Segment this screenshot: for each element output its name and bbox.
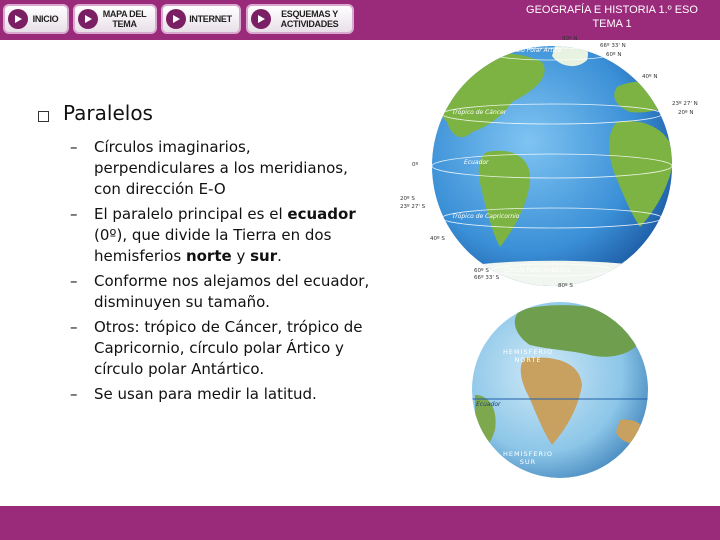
lat-label-66n: 66º 33' N — [600, 43, 626, 49]
nav-button-internet[interactable] — [161, 4, 241, 34]
list-item-text: Se usan para medir la latitud. — [94, 385, 317, 403]
bullet-square-icon — [38, 111, 49, 122]
list-item — [70, 317, 370, 380]
dash-marker: – — [70, 205, 78, 223]
dash-marker: – — [70, 138, 78, 156]
nav-button-mapa-del-tema[interactable] — [73, 4, 157, 34]
list-item-text: y — [231, 247, 251, 265]
nav-button-inicio[interactable] — [3, 4, 69, 34]
header-title — [512, 3, 712, 31]
bullet-list — [70, 137, 370, 409]
list-item-text: (0º), que divide la Tierra en dos hemisferios — [94, 226, 332, 265]
nav-label: MAPA DEL TEMA — [102, 9, 147, 29]
dash-marker: – — [70, 318, 78, 336]
list-item-text: Círculos imaginarios, perpendiculares a los meridianos, con dirección E-O — [94, 138, 348, 198]
globe-hemispheres-image — [470, 300, 650, 480]
play-arrow-icon — [8, 9, 28, 29]
dash-marker: – — [70, 272, 78, 290]
lat-label-20s: 20º S — [400, 196, 415, 202]
list-item-text: Otros: trópico de Cáncer, trópico de Capricornio, círculo polar Ártico y círculo polar Antártico. — [94, 318, 363, 378]
list-item-text: El paralelo principal es el — [94, 205, 288, 223]
lat-label-66s: 66º 33' S — [474, 275, 500, 281]
label-tropico-capricornio: Trópico de Capricornio — [452, 213, 520, 220]
header-title-line2: TEMA 1 — [592, 18, 632, 30]
play-arrow-icon — [251, 9, 271, 29]
label-hemisferio-norte-1: HEMISFERIO — [502, 348, 554, 356]
label-hemisferio-sur-1: HEMISFERIO — [502, 450, 554, 458]
label-circulo-polar-artico: Círculo Polar Ártico — [504, 47, 562, 54]
globe-parallels-image — [392, 32, 720, 302]
nav-label: INTERNET — [189, 14, 232, 24]
lat-label-20n: 20º N — [678, 110, 694, 116]
keyword-ecuador: ecuador — [287, 205, 356, 223]
lat-label-90n: 90º N — [562, 36, 578, 42]
lat-label-40s: 40º S — [430, 236, 445, 242]
label-hemisferio-sur-2: SUR — [519, 458, 537, 466]
lat-label-80s: 80º S — [558, 283, 573, 289]
label-ecuador: Ecuador — [464, 159, 489, 166]
list-item-text: . — [277, 247, 282, 265]
continent-europe — [614, 82, 674, 113]
play-arrow-icon — [78, 9, 98, 29]
nav-label: ESQUEMAS Y ACTIVIDADES — [280, 9, 339, 29]
keyword-sur: sur — [250, 247, 278, 265]
nav-button-esquemas[interactable] — [246, 4, 354, 34]
label-hemisferio-norte-2: NORTE — [514, 356, 542, 364]
lat-label-23s: 23º 27' S — [400, 204, 426, 210]
section-heading: Paralelos — [63, 101, 153, 125]
lat-label-40n: 40º N — [642, 74, 658, 80]
list-item — [70, 204, 370, 267]
list-item — [70, 137, 370, 200]
list-item — [70, 271, 370, 313]
dash-marker: – — [70, 385, 78, 403]
lat-label-60s: 60º S — [474, 268, 489, 274]
lat-label-60n: 60º N — [606, 52, 622, 58]
bottom-bar — [0, 506, 720, 540]
nav-label: INICIO — [32, 14, 59, 24]
label-ecuador: Ecuador — [476, 401, 501, 408]
label-tropico-cancer: Trópico de Cáncer — [452, 109, 507, 116]
lat-label-23n: 23º 27' N — [672, 101, 698, 107]
play-arrow-icon — [166, 9, 186, 29]
list-item — [70, 384, 370, 405]
keyword-norte: norte — [185, 247, 232, 265]
list-item-text: Conforme nos alejamos del ecuador, disminuyen su tamaño. — [94, 272, 370, 311]
lat-label-0: 0º — [412, 162, 419, 168]
label-circulo-polar-antartico: Círculo Polar Antártico — [504, 267, 572, 274]
header-title-line1: GEOGRAFÍA E HISTORIA 1.º ESO — [526, 4, 698, 16]
